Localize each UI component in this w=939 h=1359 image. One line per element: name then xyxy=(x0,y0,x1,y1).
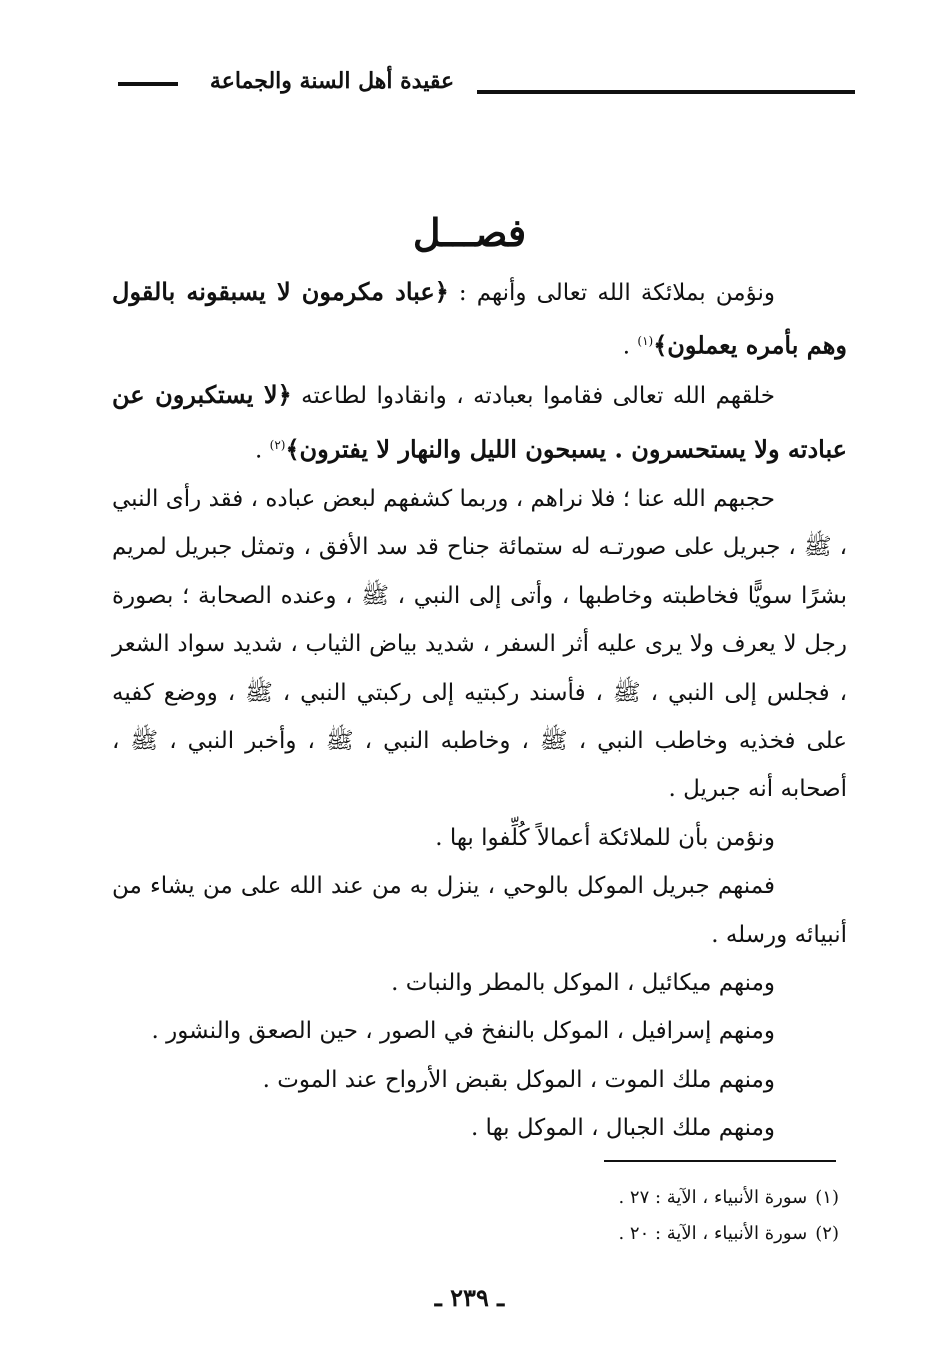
quran-verse-2: ﴿لا يستكبرون عن عبادته ولا يستحسرون . يسبحون الليل والنهار لا يفترون﴾ xyxy=(112,380,847,464)
paragraph-5: فمنهم جبريل الموكل بالوحي ، ينزل به من عند الله على من يشاء من أنبيائه ورسله . xyxy=(112,873,847,948)
paragraph-1 xyxy=(112,268,847,371)
footnote-2-text: سورة الأنبياء ، الآية : ٢٠ . xyxy=(618,1223,808,1244)
paragraph-1-text: ونؤمن بملائكة الله تعالى وأنهم : xyxy=(448,280,775,306)
paragraph-4: ونؤمن بأن للملائكة أعمالاً كُلِّفوا بها . xyxy=(435,824,775,851)
paragraph-7: ومنهم إسرافيل ، الموكل بالنفخ في الصور ، حين الصعق والنشور . xyxy=(151,1018,775,1045)
paragraph-1-end: . xyxy=(622,334,638,361)
section-title: فصـــل xyxy=(412,210,527,255)
paragraph-2 xyxy=(112,371,847,474)
footnote-ref-1: (١) xyxy=(637,334,654,349)
footnote-2-number: (٢) xyxy=(815,1223,839,1244)
footnote-1-text: سورة الأنبياء ، الآية : ٢٧ . xyxy=(618,1187,808,1208)
footnote-separator xyxy=(604,1160,836,1162)
header-rule-right xyxy=(477,90,855,94)
header-rule-left xyxy=(118,82,178,86)
body-text xyxy=(112,268,847,1153)
paragraph-9: ومنهم ملك الجبال ، الموكل بها . xyxy=(470,1115,775,1142)
paragraph-3: حجبهم الله عنا ؛ فلا نراهم ، وربما كشفهم لبعض عباده ، فقد رأى النبي ، ﷺ ، جبريل على صورتـه له ستمائة جناح قد سد الأفق ، وتمثل جبريل لمريم بشرًا سويًّا فخاطبته وخاطبها ، وأتى إلى النبي ، ﷺ ، وعنده الصحابة ؛ بصورة رجل لا يعرف ولا يرى عليه أثر السفر ، شديد بياض الثياب ، شديد سواد الشعر ، فجلس إلى النبي ، ﷺ ، فأسند ركبتيه إلى ركبتي النبي ، ﷺ ، ووضع كفيه على فخذيه وخاطب النبي ، ﷺ ، وخاطبه النبي ، ﷺ ، وأخبر النبي ، ﷺ ، أصحابه أنه جبريل . xyxy=(112,485,847,803)
page-number: ـ ٢٣٩ ـ xyxy=(434,1283,505,1312)
footnotes xyxy=(339,1180,839,1252)
footnote-2 xyxy=(339,1216,839,1252)
footnote-ref-2: (٢) xyxy=(269,437,286,452)
header-title: عقيدة أهل السنة والجماعة xyxy=(209,68,455,94)
quran-verse-1: ﴿عباد مكرمون لا يسبقونه بالقول وهم بأمره يعملون﴾ xyxy=(112,277,847,361)
footnote-1-number: (١) xyxy=(815,1187,839,1208)
footnote-1 xyxy=(339,1180,839,1216)
paragraph-6: ومنهم ميكائيل ، الموكل بالمطر والنبات . xyxy=(391,970,775,996)
running-header xyxy=(110,62,855,102)
paragraph-8: ومنهم ملك الموت ، الموكل بقبض الأرواح عند الموت . xyxy=(262,1066,775,1093)
paragraph-2-end: . xyxy=(255,437,270,464)
paragraph-2-text: خلقهم الله تعالى فقاموا بعبادته ، وانقادوا لطاعته xyxy=(291,383,776,410)
